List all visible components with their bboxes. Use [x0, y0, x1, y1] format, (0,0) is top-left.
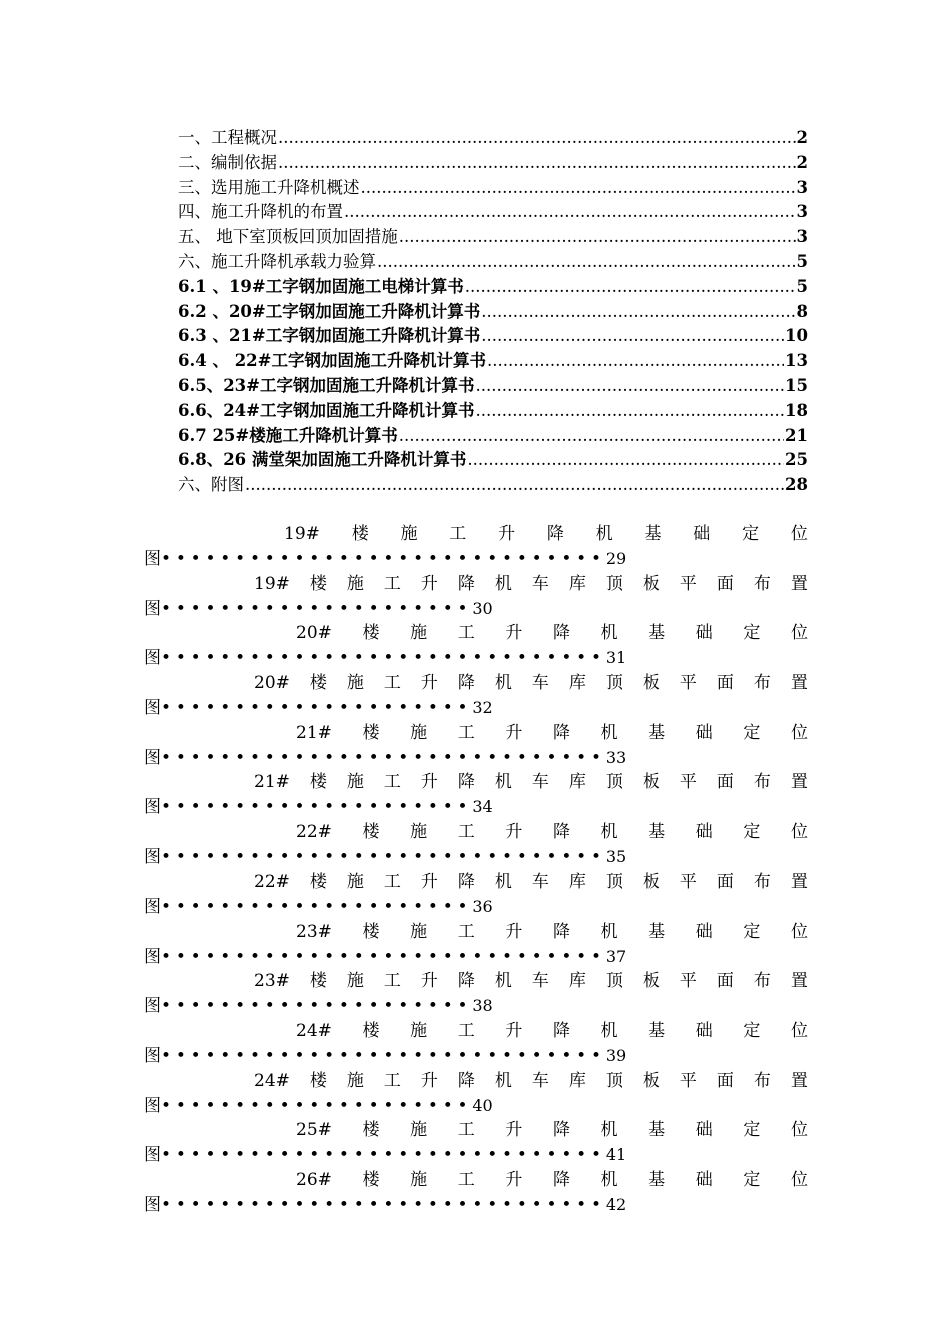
figure-title-char: 库 [568, 871, 586, 892]
figure-page-number: 36 [472, 896, 493, 916]
figure-title-char: 降 [457, 772, 475, 793]
toc-entry[interactable] [178, 300, 808, 325]
figure-title-char: 布 [753, 1070, 771, 1091]
figure-page-number: 33 [605, 747, 627, 767]
toc-entry-title: 6.6、24#工字钢加固施工升降机计算书 [178, 400, 475, 420]
figure-entry[interactable] [144, 1019, 808, 1069]
figure-title-char: 机 [600, 1120, 618, 1141]
figure-entry[interactable] [144, 820, 808, 870]
figure-title-tail: 图 [144, 946, 161, 967]
figure-title-char: 础 [695, 1020, 713, 1041]
figure-title-char: 定 [742, 524, 760, 544]
toc-entry-page: 5 [796, 276, 808, 296]
figure-title-char: 升 [420, 673, 438, 694]
toc-entry[interactable] [178, 275, 808, 300]
figure-page-number: 35 [605, 847, 627, 867]
figure-title-char: 定 [743, 822, 761, 843]
figure-title-char: 车 [531, 971, 549, 992]
figure-title-char: 降 [552, 623, 570, 644]
figure-title-char: 板 [642, 1070, 660, 1091]
figure-entry[interactable] [144, 721, 808, 771]
figure-title-char: 机 [494, 871, 512, 892]
figure-title-char: 板 [642, 573, 660, 594]
toc-entry-page: 2 [796, 152, 808, 172]
figure-title-char: 定 [743, 1020, 761, 1041]
figure-title-char: 布 [753, 871, 771, 892]
toc-entry-title: 六、附图 [178, 475, 244, 495]
figure-title-char: 布 [753, 573, 771, 594]
figure-title-char: 定 [743, 623, 761, 644]
figure-building-number: 20# [296, 623, 332, 644]
figure-leader-dots: ••••••••••••••••••••• [161, 1095, 473, 1116]
figure-title-char: 工 [383, 673, 401, 694]
figure-title-char: 基 [648, 1020, 666, 1041]
figure-page-number: 39 [605, 1045, 627, 1065]
toc-leader-dots [465, 275, 796, 300]
figure-page-number: 42 [605, 1194, 627, 1214]
figure-title-char: 机 [494, 1070, 512, 1091]
figure-leader-dots: ••••••••••••••••••••• [161, 996, 473, 1017]
figure-title-char: 机 [494, 772, 512, 793]
figure-title-char: 位 [790, 623, 808, 644]
figure-title-char: 工 [457, 623, 475, 644]
figure-title-char: 位 [790, 1120, 808, 1141]
toc-entry-page: 3 [796, 202, 808, 222]
figure-title-tail: 图 [144, 549, 161, 569]
figure-title-tail: 图 [144, 896, 161, 917]
figure-title-char: 楼 [362, 1169, 380, 1190]
figure-title-char: 升 [505, 1020, 523, 1041]
figure-title-char: 板 [642, 871, 660, 892]
figure-title-char: 车 [531, 1070, 549, 1091]
figure-title-char: 基 [648, 722, 666, 743]
figure-title-char: 面 [716, 772, 734, 793]
toc-entry[interactable] [178, 250, 808, 275]
figure-title-char: 顶 [605, 673, 623, 694]
toc-leader-dots [481, 324, 784, 349]
figure-title-char: 础 [695, 921, 713, 942]
figure-title-char: 库 [568, 971, 586, 992]
figure-title-char: 顶 [605, 1070, 623, 1091]
figure-title-char: 降 [457, 673, 475, 694]
figure-title-char: 降 [552, 722, 570, 743]
figure-title-char: 降 [457, 871, 475, 892]
figure-title-char: 板 [642, 673, 660, 694]
figure-title-char: 础 [695, 623, 713, 644]
figure-title-char: 施 [346, 772, 364, 793]
figure-title-char: 机 [494, 573, 512, 594]
toc-entry-title: 6.5、23#工字钢加固施工升降机计算书 [178, 375, 475, 395]
figure-building-number: 21# [254, 772, 290, 793]
table-of-contents [178, 126, 808, 498]
toc-entry-page: 10 [785, 326, 808, 346]
figure-title-char: 施 [346, 673, 364, 694]
toc-entry-page: 28 [785, 475, 808, 495]
toc-entry-page: 8 [796, 301, 808, 321]
figure-title-char: 工 [457, 1169, 475, 1190]
figure-title-char: 定 [743, 1169, 761, 1190]
toc-entry-title: 6.8、26 满堂架加固施工升降机计算书 [178, 450, 467, 470]
figure-title-tail: 图 [144, 698, 161, 719]
figure-title-char: 板 [642, 971, 660, 992]
figure-title-tail: 图 [144, 747, 161, 768]
figure-title-char: 位 [790, 524, 808, 544]
toc-entry[interactable] [178, 473, 808, 498]
figure-building-number: 22# [296, 822, 332, 843]
figure-title-char: 面 [716, 673, 734, 694]
figure-building-number: 23# [296, 921, 332, 942]
figure-page-number: 38 [472, 996, 493, 1016]
toc-entry[interactable] [178, 176, 808, 201]
figure-building-number: 26# [296, 1169, 332, 1190]
figure-title-char: 楼 [309, 1070, 327, 1091]
figure-title-char: 基 [648, 1120, 666, 1141]
toc-entry[interactable] [178, 399, 808, 424]
figure-title-tail: 图 [144, 1095, 161, 1116]
toc-entry[interactable] [178, 225, 808, 250]
figure-title-char: 面 [716, 573, 734, 594]
figure-title-tail: 图 [144, 1145, 161, 1166]
toc-entry[interactable] [178, 200, 808, 225]
toc-leader-dots [399, 424, 784, 449]
figure-title-char: 位 [790, 822, 808, 843]
figure-leader-dots: ••••••••••••••••••••• [161, 896, 473, 917]
figure-title-char: 机 [600, 1020, 618, 1041]
figure-title-char: 础 [695, 1169, 713, 1190]
figure-title-char: 升 [420, 1070, 438, 1091]
figure-page-number: 37 [605, 946, 627, 966]
figure-building-number: 19# [254, 573, 290, 594]
figure-title-char: 定 [743, 722, 761, 743]
figure-title-char: 置 [790, 1070, 808, 1091]
figure-title-char: 顶 [605, 573, 623, 594]
toc-entry-title: 6.4 、 22#工字钢加固施工升降机计算书 [178, 351, 486, 371]
figure-title-char: 车 [531, 772, 549, 793]
figure-title-char: 面 [716, 871, 734, 892]
figure-title-char: 施 [346, 1070, 364, 1091]
figure-title-char: 降 [457, 971, 475, 992]
figure-title-char: 工 [383, 1070, 401, 1091]
figure-title-char: 施 [410, 1020, 428, 1041]
toc-entry[interactable] [178, 151, 808, 176]
figure-title-char: 顶 [605, 772, 623, 793]
figure-title-char: 位 [790, 722, 808, 743]
figure-page-number: 30 [472, 598, 493, 618]
figure-title-char: 降 [552, 921, 570, 942]
figure-title-tail: 图 [144, 1194, 161, 1215]
toc-entry[interactable] [178, 424, 808, 449]
figure-title-char: 施 [410, 822, 428, 843]
figure-title-char: 升 [505, 623, 523, 644]
figure-title-char: 楼 [309, 573, 327, 594]
figure-title-char: 施 [410, 1120, 428, 1141]
figure-title-char: 库 [568, 573, 586, 594]
figure-title-char: 施 [410, 623, 428, 644]
figure-entry[interactable] [144, 870, 808, 920]
figure-title-char: 位 [790, 1169, 808, 1190]
figure-title-char: 平 [679, 772, 697, 793]
figure-title-char: 础 [695, 722, 713, 743]
figure-title-tail: 图 [144, 598, 161, 619]
figure-leader-dots: •••••••••••••••••••••••••••••• [161, 1194, 606, 1215]
toc-leader-dots [344, 200, 796, 225]
figure-title-tail: 图 [144, 847, 161, 868]
figure-page-number: 29 [605, 549, 627, 568]
figure-building-number: 24# [296, 1020, 332, 1041]
figure-title-char: 楼 [362, 921, 380, 942]
figure-title-char: 库 [568, 772, 586, 793]
figure-entry[interactable] [144, 572, 808, 622]
figure-title-char: 工 [449, 524, 467, 544]
figure-title-char: 施 [400, 524, 418, 544]
figure-title-char: 平 [679, 673, 697, 694]
toc-leader-dots [487, 349, 784, 374]
figure-title-char: 定 [743, 921, 761, 942]
figure-title-char: 布 [753, 673, 771, 694]
figure-title-char: 车 [531, 673, 549, 694]
figure-title-char: 降 [552, 1169, 570, 1190]
figure-leader-dots: •••••••••••••••••••••••••••••• [161, 1045, 606, 1066]
figure-title-char: 工 [457, 1020, 475, 1041]
figure-title-tail: 图 [144, 1045, 161, 1066]
figure-title-char: 工 [383, 573, 401, 594]
figure-title-char: 机 [600, 1169, 618, 1190]
figure-title-char: 降 [552, 1020, 570, 1041]
figure-leader-dots: •••••••••••••••••••••••••••••• [161, 648, 606, 669]
figure-title-tail: 图 [144, 797, 161, 818]
figure-title-char: 施 [410, 722, 428, 743]
figure-entry[interactable] [144, 671, 808, 721]
toc-entry-page: 5 [796, 251, 808, 271]
figure-entry[interactable] [144, 522, 808, 572]
figure-title-char: 机 [600, 623, 618, 644]
toc-entry-page: 3 [796, 177, 808, 197]
figure-list [144, 522, 808, 1218]
figure-title-char: 降 [457, 1070, 475, 1091]
figure-title-char: 位 [790, 921, 808, 942]
figure-title-char: 楼 [309, 673, 327, 694]
toc-entry-page: 25 [785, 450, 808, 470]
figure-title-char: 施 [410, 1169, 428, 1190]
figure-title-char: 机 [595, 524, 613, 544]
figure-title-char: 机 [600, 921, 618, 942]
figure-title-char: 楼 [362, 1120, 380, 1141]
figure-building-number: 23# [254, 971, 290, 992]
toc-leader-dots [481, 300, 795, 325]
toc-leader-dots [476, 374, 785, 399]
figure-title-char: 基 [648, 822, 666, 843]
figure-title-char: 工 [383, 871, 401, 892]
figure-title-char: 机 [494, 673, 512, 694]
toc-entry-title: 6.2 、20#工字钢加固施工升降机计算书 [178, 301, 481, 321]
figure-title-char: 工 [457, 722, 475, 743]
toc-entry-page: 2 [796, 128, 808, 147]
figure-title-char: 升 [420, 772, 438, 793]
figure-title-char: 础 [695, 1120, 713, 1141]
figure-title-char: 置 [790, 871, 808, 892]
figure-title-char: 库 [568, 1070, 586, 1091]
figure-leader-dots: ••••••••••••••••••••• [161, 797, 473, 818]
figure-title-char: 升 [505, 1169, 523, 1190]
toc-entry-page: 21 [785, 425, 808, 445]
figure-building-number: 21# [296, 722, 332, 743]
figure-page-number: 40 [472, 1095, 493, 1115]
figure-title-char: 升 [420, 573, 438, 594]
figure-title-char: 楼 [309, 971, 327, 992]
figure-title-char: 降 [552, 1120, 570, 1141]
figure-title-char: 顶 [605, 871, 623, 892]
toc-leader-dots [467, 448, 784, 473]
toc-entry[interactable] [178, 126, 808, 151]
figure-title-char: 布 [753, 971, 771, 992]
figure-title-char: 升 [505, 1120, 523, 1141]
toc-entry-page: 13 [785, 351, 808, 371]
figure-title-char: 基 [648, 921, 666, 942]
figure-title-char: 楼 [309, 772, 327, 793]
figure-title-char: 平 [679, 573, 697, 594]
figure-title-char: 工 [457, 822, 475, 843]
figure-title-char: 升 [420, 871, 438, 892]
figure-title-char: 车 [531, 871, 549, 892]
figure-title-char: 工 [457, 921, 475, 942]
figure-title-char: 施 [346, 871, 364, 892]
figure-title-char: 降 [457, 573, 475, 594]
toc-leader-dots [361, 176, 796, 201]
figure-title-char: 基 [648, 623, 666, 644]
figure-page-number: 31 [605, 648, 627, 668]
figure-page-number: 34 [472, 797, 493, 817]
figure-title-char: 工 [383, 971, 401, 992]
toc-leader-dots [278, 151, 796, 176]
figure-title-char: 基 [644, 524, 662, 544]
figure-title-char: 升 [420, 971, 438, 992]
figure-title-char: 置 [790, 971, 808, 992]
figure-title-char: 施 [410, 921, 428, 942]
figure-title-char: 定 [743, 1120, 761, 1141]
figure-building-number: 22# [254, 871, 290, 892]
figure-title-char: 楼 [351, 524, 369, 544]
figure-title-char: 升 [505, 921, 523, 942]
toc-entry-title: 五、 地下室顶板回顶加固措施 [178, 227, 398, 247]
figure-leader-dots: ••••••••••••••••••••• [161, 698, 473, 719]
figure-title-char: 楼 [362, 623, 380, 644]
figure-title-char: 升 [505, 822, 523, 843]
toc-entry-title: 四、施工升降机的布置 [178, 202, 343, 222]
toc-entry[interactable] [178, 448, 808, 473]
figure-leader-dots: •••••••••••••••••••••••••••••• [161, 549, 606, 569]
toc-entry-page: 18 [785, 400, 808, 420]
figure-entry[interactable] [144, 1118, 808, 1168]
figure-title-char: 升 [498, 524, 516, 544]
figure-title-char: 置 [790, 673, 808, 694]
toc-entry-title: 6.3 、21#工字钢加固施工升降机计算书 [178, 326, 481, 346]
figure-title-char: 降 [546, 524, 564, 544]
toc-entry[interactable] [178, 374, 808, 399]
figure-title-char: 机 [494, 971, 512, 992]
figure-title-char: 置 [790, 772, 808, 793]
toc-entry[interactable] [178, 349, 808, 374]
figure-page-number: 32 [472, 698, 493, 718]
figure-title-char: 板 [642, 772, 660, 793]
figure-building-number: 24# [254, 1070, 290, 1091]
figure-title-char: 机 [600, 822, 618, 843]
figure-title-char: 楼 [362, 1020, 380, 1041]
figure-title-char: 机 [600, 722, 618, 743]
toc-entry-title: 三、选用施工升降机概述 [178, 177, 360, 197]
toc-leader-dots [476, 399, 785, 424]
toc-entry-title: 六、施工升降机承载力验算 [178, 251, 376, 271]
toc-leader-dots [278, 126, 796, 151]
toc-leader-dots [377, 250, 796, 275]
figure-title-char: 位 [790, 1020, 808, 1041]
figure-entry[interactable] [144, 969, 808, 1019]
figure-title-char: 平 [679, 1070, 697, 1091]
figure-title-char: 工 [457, 1120, 475, 1141]
figure-title-char: 楼 [309, 871, 327, 892]
figure-entry[interactable] [144, 1168, 808, 1218]
figure-building-number: 19# [284, 524, 320, 544]
figure-leader-dots: •••••••••••••••••••••••••••••• [161, 847, 606, 868]
figure-title-char: 车 [531, 573, 549, 594]
figure-title-char: 库 [568, 673, 586, 694]
figure-leader-dots: •••••••••••••••••••••••••••••• [161, 747, 606, 768]
toc-entry-title: 6.7 25#楼施工升降机计算书 [178, 425, 398, 445]
figure-title-char: 面 [716, 971, 734, 992]
figure-title-char: 平 [679, 871, 697, 892]
toc-entry-page: 15 [785, 375, 808, 395]
figure-title-char: 楼 [362, 822, 380, 843]
toc-entry-title: 二、编制依据 [178, 152, 277, 172]
figure-title-char: 置 [790, 573, 808, 594]
toc-entry-title: 6.1 、19#工字钢加固施工电梯计算书 [178, 276, 464, 296]
figure-building-number: 25# [296, 1120, 332, 1141]
figure-page-number: 41 [605, 1145, 627, 1165]
figure-title-char: 升 [505, 722, 523, 743]
figure-title-char: 顶 [605, 971, 623, 992]
figure-entry[interactable] [144, 1069, 808, 1119]
figure-title-char: 施 [346, 971, 364, 992]
toc-entry[interactable] [178, 324, 808, 349]
figure-title-tail: 图 [144, 996, 161, 1017]
toc-leader-dots [245, 473, 784, 498]
toc-leader-dots [399, 225, 796, 250]
figure-title-char: 降 [552, 822, 570, 843]
figure-title-char: 面 [716, 1070, 734, 1091]
figure-title-char: 布 [753, 772, 771, 793]
figure-title-tail: 图 [144, 648, 161, 669]
figure-title-char: 础 [695, 822, 713, 843]
figure-entry[interactable] [144, 770, 808, 820]
figure-building-number: 20# [254, 673, 290, 694]
figure-title-char: 工 [383, 772, 401, 793]
figure-leader-dots: •••••••••••••••••••••••••••••• [161, 946, 606, 967]
toc-entry-title: 一、工程概况 [178, 128, 277, 147]
toc-entry-page: 3 [796, 227, 808, 247]
figure-title-char: 基 [648, 1169, 666, 1190]
figure-title-char: 施 [346, 573, 364, 594]
figure-title-char: 平 [679, 971, 697, 992]
figure-leader-dots: •••••••••••••••••••••••••••••• [161, 1145, 606, 1166]
figure-title-char: 础 [693, 524, 711, 544]
figure-entry[interactable] [144, 920, 808, 970]
figure-entry[interactable] [144, 621, 808, 671]
figure-title-char: 楼 [362, 722, 380, 743]
figure-leader-dots: ••••••••••••••••••••• [161, 598, 473, 619]
